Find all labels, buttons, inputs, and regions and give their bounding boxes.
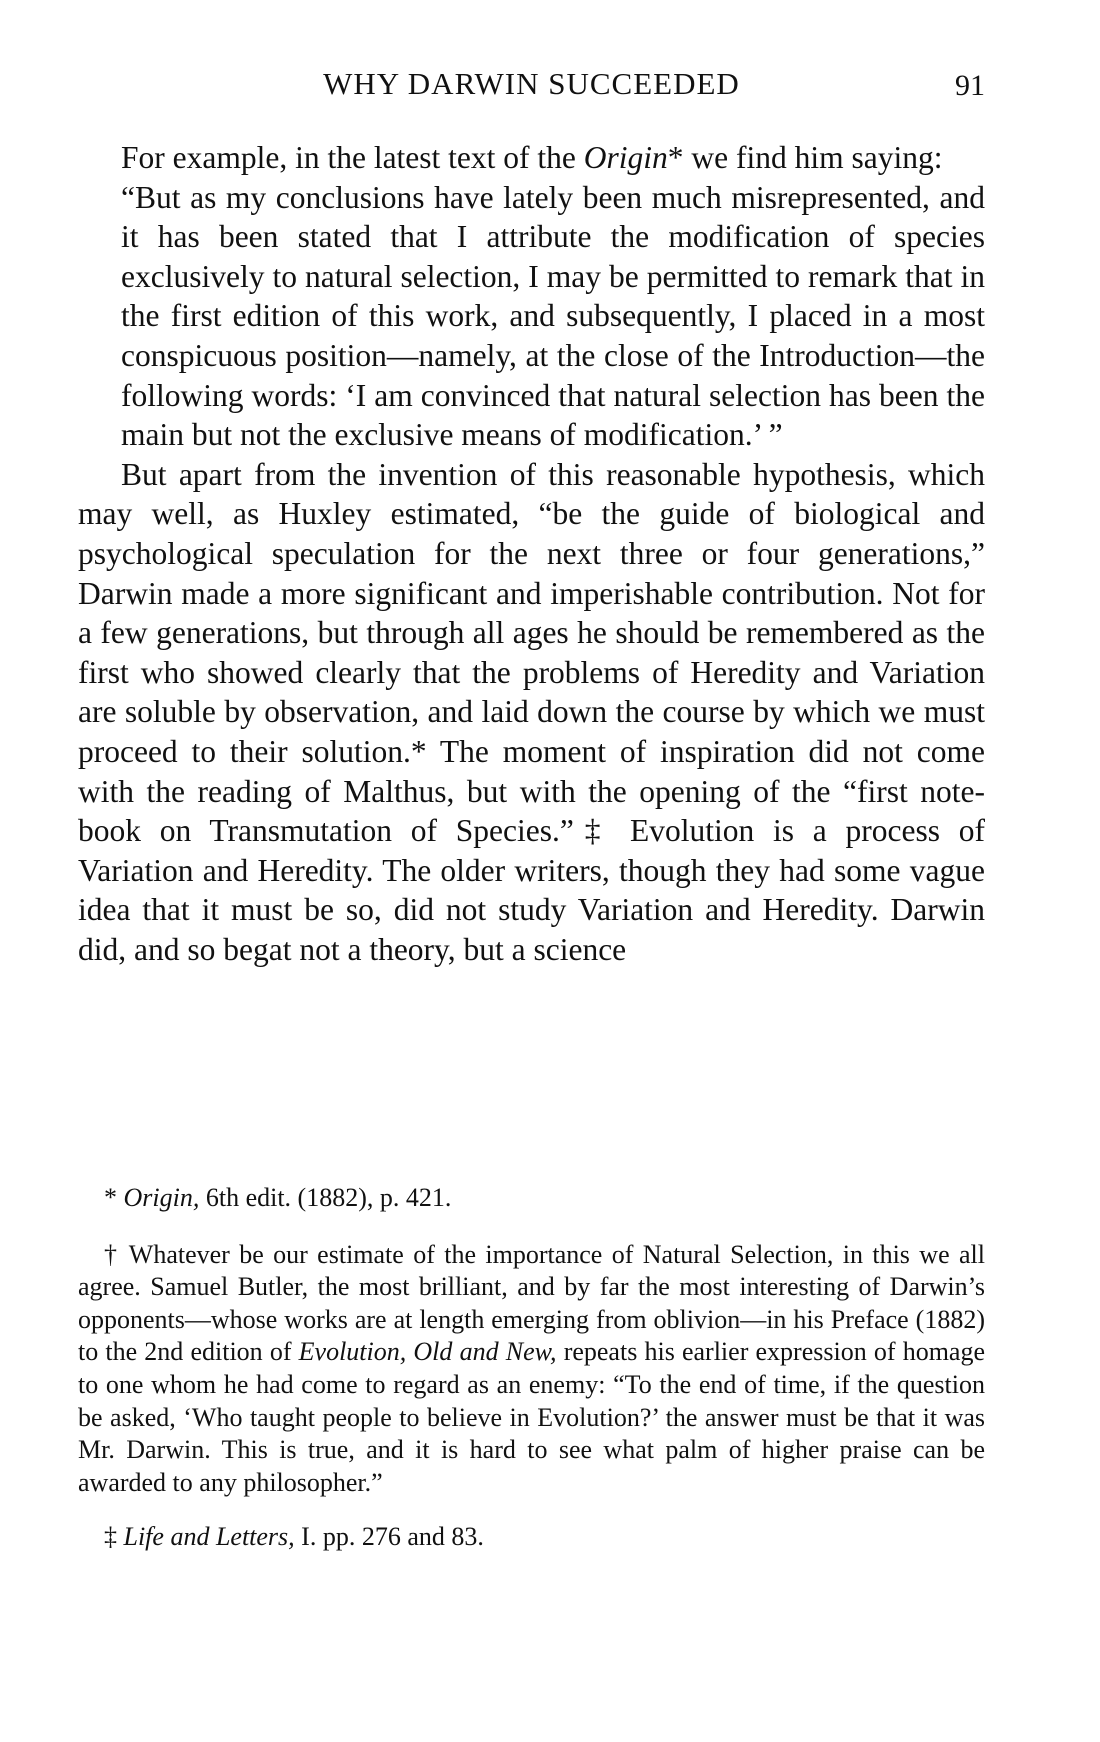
- footnote-3-text: I. pp. 276 and 83.: [294, 1522, 484, 1552]
- footnotes: [78, 1182, 985, 1554]
- body-text: [78, 138, 985, 969]
- footnote-2-title: Evolution, Old and New,: [298, 1337, 557, 1367]
- footnote-2: [78, 1239, 985, 1500]
- footnote-1-title: Origin,: [123, 1183, 200, 1212]
- footnote-1-text: 6th edit. (1882), p. 421.: [199, 1183, 452, 1212]
- footnote-spacer: [78, 1215, 985, 1239]
- paragraph-intro-start: For example, in the latest text of the: [121, 140, 584, 175]
- running-title: WHY DARWIN SUCCEEDED: [323, 66, 740, 101]
- origin-title: Origin: [583, 140, 668, 175]
- footnote-3: [78, 1521, 985, 1554]
- footnote-2-start: † Whatever be our estimate of the importance of Natural Selection, in this we all agree. Samuel Butler, the most brilliant, and by far the most interesting of Darwin’s opponents—whose works are at length emerging from oblivion—in his Preface (1882) to the 2nd edition of: [78, 1239, 985, 1367]
- page-number: 91: [955, 69, 985, 102]
- running-head: [78, 62, 985, 106]
- block-quote: “But as my conclusions have lately been much misrepresented, and it has been stated that I attribute the modification of species exclusively to natural selection, I may be permitted to remark that in the first edition of this work, and subsequently, I placed in a most conspicuous position—namely, at the close of the Introduction—the following words: ‘I am convinced that natural selection has been the main but not the exclusive means of modification.’ ”: [121, 179, 985, 453]
- footnote-spacer: [78, 1499, 985, 1521]
- footnote-3-title: Life and Letters,: [123, 1522, 295, 1552]
- paragraph-intro-end: * we find him saying:: [667, 140, 943, 175]
- footnote-3-mark: ‡: [104, 1522, 124, 1552]
- footnote-2-end: repeats his earlier expression of homage to one whom he had come to regard as an enemy: “To the end of time, if the question be asked, ‘Who taught people to believe in Evolution?’ the answer must be that it was Mr. Darwin. This is true, and it is hard to see what palm of higher praise can be awarded to any philosopher.”: [78, 1337, 985, 1497]
- paragraph-intro: [78, 138, 985, 178]
- footnote-1: [78, 1182, 985, 1215]
- footnote-1-mark: *: [104, 1183, 124, 1212]
- paragraph-main: But apart from the invention of this reasonable hypothesis, which may well, as Huxley estimated, “be the guide of biological and psychological speculation for the next three or four generations,” Darwin made a more significant and imperishable contribution. Not for a few generations, but through all ages he should be remembered as the first who showed clearly that the problems of Heredity and Variation are soluble by observation, and laid down the course by which we must proceed to their solution.* The moment of inspiration did not come with the reading of Malthus, but with the opening of the “first note-book on Transmutation of Species.”‡ Evolution is a process of Variation and Heredity. The older writers, though they had some vague idea that it must be so, did not study Variation and Heredity. Darwin did, and so begat not a theory, but a science: [78, 456, 985, 967]
